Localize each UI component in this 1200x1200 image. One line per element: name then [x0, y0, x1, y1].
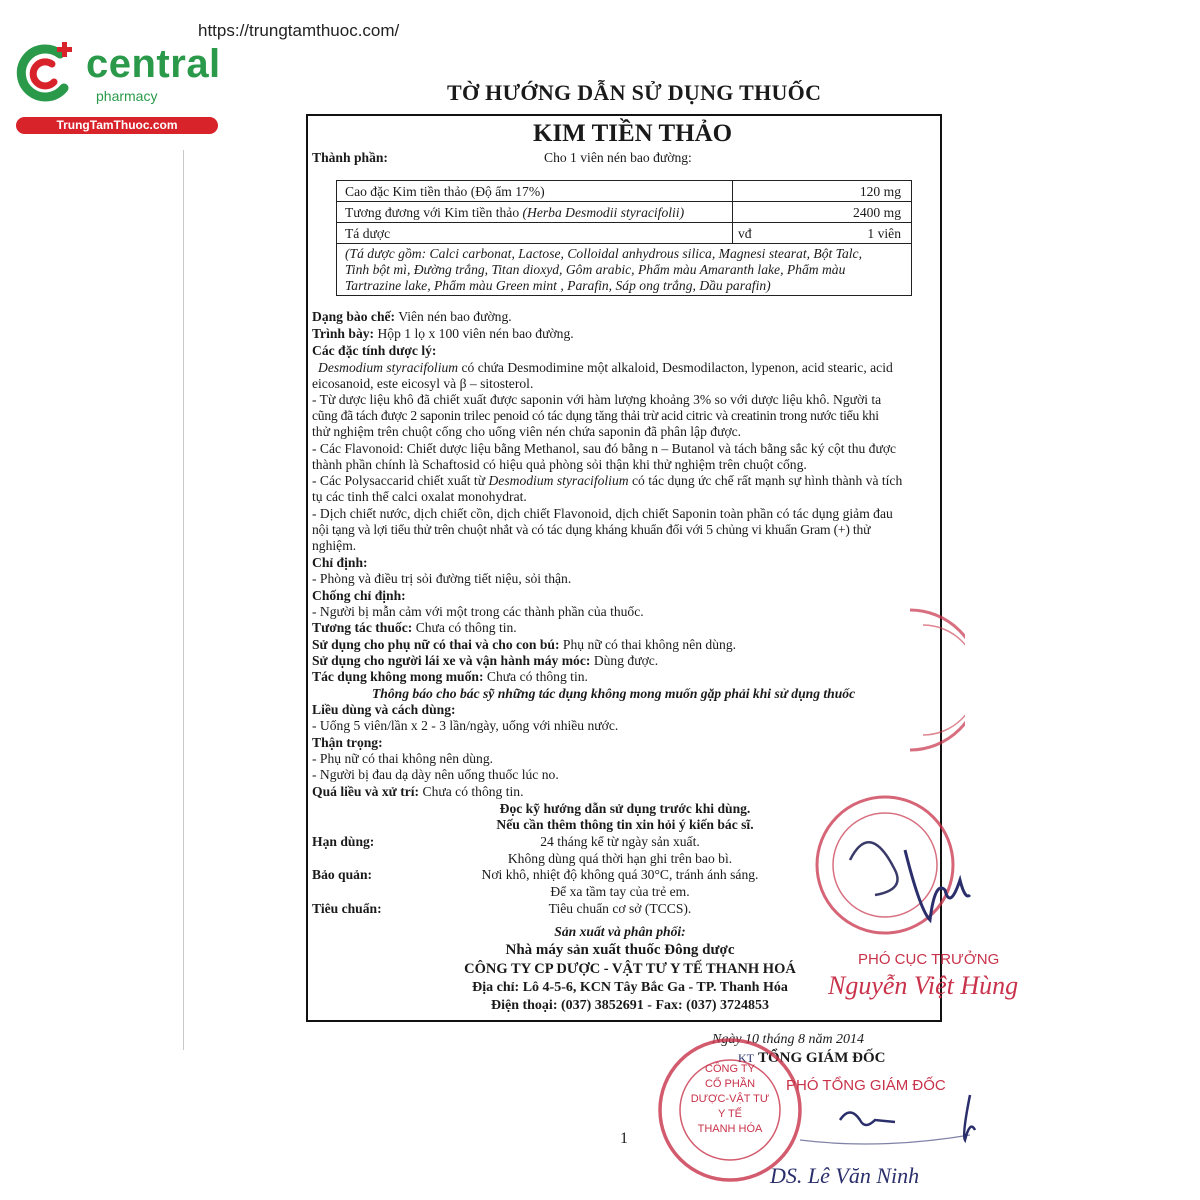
approver-name: Nguyễn Việt Hùng — [828, 971, 1019, 1000]
pharmacology-line: nội tạng và lợi tiểu thử trên chuột nhắt và có tác dụng kháng khuẩn đối với 5 chủng vi khuẩn Gram (+) thử — [312, 522, 871, 537]
precautions-item: - Người bị đau dạ dày nên uống thuốc lúc no. — [312, 767, 559, 782]
shelf-life-label: Hạn dùng: — [312, 834, 375, 849]
manufacturer-address: Địa chỉ: Lô 4-5-6, KCN Tây Bắc Ga - TP. Thanh Hóa — [472, 980, 788, 995]
pharmacology-label: Các đặc tính dược lý: — [312, 343, 437, 358]
pharmacology-line: - Dịch chiết nước, dịch chiết cồn, dịch chiết Flavonoid, dịch chiết Saponin toàn phần có tác dụng giảm đau — [312, 506, 893, 521]
shelf-life-line: Không dùng quá thời hạn ghi trên bao bì. — [507, 851, 733, 866]
director-title: TỔNG GIÁM ĐỐC — [758, 1050, 886, 1066]
manufacturer-phone: Điện thoại: (037) 3852691 - Fax: (037) 3724853 — [490, 998, 770, 1013]
dosage-form: Dạng bào chế: Viên nén bao đường. — [312, 309, 512, 324]
signing-date: Ngày 10 tháng 8 năm 2014 — [712, 1032, 865, 1047]
composition-label: Thành phần: — [312, 150, 388, 165]
source-url[interactable]: https://trungtamthuoc.com/ — [198, 21, 400, 40]
pharmacology-line: - Các Polysaccarid chiết xuất từ Desmodium styracifolium có tác dụng ức chế rất mạnh sự hình thành và tích — [312, 473, 903, 488]
indications-label: Chỉ định: — [312, 555, 368, 570]
central-pharmacy-logo[interactable] — [10, 38, 221, 138]
logo-c-icon — [10, 38, 80, 108]
ingredient-2-amount: 2400 mg — [853, 205, 901, 220]
pharmacology-line: thử nghiệm trên chuột cống cho uống viên nén chứa saponin đã phân lập được. — [312, 424, 742, 439]
composition-per-unit: Cho 1 viên nén bao đường: — [544, 150, 692, 165]
composition-table — [336, 180, 912, 296]
ingredient-3-qs: vđ — [738, 226, 752, 241]
precautions-item: - Phụ nữ có thai không nên dùng. — [312, 751, 494, 766]
driving: Sử dụng cho người lái xe và vận hành máy móc: Dùng được. — [312, 653, 659, 668]
edge-stamp-icon — [905, 600, 965, 760]
scan-edge-line — [183, 150, 184, 1050]
deputy-title: PHÓ TỔNG GIÁM ĐỐC — [786, 1077, 946, 1094]
drug-name: KIM TIỀN THẢO — [533, 120, 733, 147]
ingredient-3-name: Tá dược — [345, 226, 391, 241]
pharmacology-line: thành phần chính là Schaftosid có hiệu quả phòng sỏi thận khi thử nghiệm trên chuột cống. — [312, 457, 807, 472]
pharmacology-line: eicosanoid, este eicosyl và β – sitosterol. — [312, 376, 534, 391]
overdose: Quá liều và xử trí: Chưa có thông tin. — [312, 784, 524, 799]
kt-mark: KT — [738, 1051, 754, 1065]
page-number: 1 — [620, 1130, 628, 1147]
ingredient-3-amount: 1 viên — [867, 226, 901, 241]
contraindications-item: - Người bị mẫn cảm với một trong các thành phần của thuốc. — [312, 604, 644, 619]
excipients-line: Tartrazine lake, Phẩm màu Green mint , Parafin, Sáp ong trắng, Dầu parafin) — [345, 278, 771, 293]
ingredient-1-name: Cao đặc Kim tiền thảo (Độ ẩm 17%) — [345, 184, 545, 199]
approver-title: PHÓ CỤC TRƯỞNG — [858, 951, 1000, 968]
pregnancy: Sử dụng cho phụ nữ có thai và cho con bú: Phụ nữ có thai không nên dùng. — [312, 637, 737, 652]
signer-name: DS. Lê Văn Ninh — [770, 1163, 920, 1188]
ingredient-1-amount: 120 mg — [859, 184, 901, 199]
pharmacology-line: - Các Flavonoid: Chiết dược liệu bằng Methanol, sau đó bằng n – Butanol và tách bằng sắc ký cột thu được — [312, 441, 897, 456]
pharmacology-line: nghiệm. — [312, 538, 357, 553]
logo-subtitle: pharmacy — [96, 88, 158, 104]
ingredient-2-name: Tương đương với Kim tiền thảo (Herba Desmodii styracifolii) — [345, 205, 685, 220]
manufacturer-heading: Sản xuất và phân phối: — [554, 924, 686, 939]
standard-value: Tiêu chuẩn cơ sở (TCCS). — [548, 901, 692, 916]
interactions: Tương tác thuốc: Chưa có thông tin. — [312, 620, 517, 635]
contraindications-label: Chống chỉ định: — [312, 588, 406, 603]
pharmacology-line: tụ các tinh thể calci oxalat monohydrat. — [312, 489, 527, 504]
pharmacology-line: cũng đã tách được 2 saponin trilec penoid có tác dụng tăng thải trừ acid citric và creatinin trong nước tiểu khi — [312, 408, 879, 423]
dosage-label: Liều dùng và cách dùng: — [312, 702, 456, 717]
signer-signature-icon — [780, 1090, 990, 1170]
side-effects-notice: Thông báo cho bác sỹ những tác dụng không mong muốn gặp phải khi sử dụng thuốc — [372, 686, 856, 701]
dosage-item: - Uống 5 viên/lần x 2 - 3 lần/ngày, uống với nhiều nước. — [312, 718, 619, 733]
logo-word: central — [86, 42, 221, 86]
table-divider — [732, 181, 733, 243]
approver-signature-icon — [895, 830, 975, 940]
manufacturer-factory: Nhà máy sản xuất thuốc Đông dược — [505, 942, 735, 958]
excipients-line: (Tá dược gồm: Calci carbonat, Lactose, Colloidal anhydrous silica, Magnesi stearat, Bột Talc, — [345, 246, 862, 261]
standard-label: Tiêu chuẩn: — [312, 901, 382, 916]
advice-line: Đọc kỹ hướng dẫn sử dụng trước khi dùng. — [499, 801, 751, 816]
indications-item: - Phòng và điều trị sỏi đường tiết niệu, sỏi thận. — [312, 571, 572, 586]
document-title: TỜ HƯỚNG DẪN SỬ DỤNG THUỐC — [447, 80, 822, 105]
presentation: Trình bày: Hộp 1 lọ x 100 viên nén bao đường. — [312, 326, 574, 341]
manufacturer-company: CÔNG TY CP DƯỢC - VẬT TƯ Y TẾ THANH HOÁ — [464, 961, 796, 977]
shelf-life-line: 24 tháng kể từ ngày sản xuất. — [540, 834, 700, 849]
company-stamp-text: CÔNG TY CỔ PHẦN DƯỢC-VẬT TƯ Y TẾ THANH HÓA — [690, 1063, 770, 1135]
side-effects: Tác dụng không mong muốn: Chưa có thông tin. — [312, 669, 588, 684]
pharmacology-line: - Từ dược liệu khô đã chiết xuất được saponin với hàm lượng khoảng 3% so với dược liệu khô. Người ta — [312, 392, 882, 407]
precautions-label: Thận trọng: — [312, 735, 383, 750]
storage-line: Để xa tầm tay của trẻ em. — [550, 884, 690, 899]
logo-banner: TrungTamThuoc.com — [16, 117, 218, 134]
advice-line: Nếu cần thêm thông tin xin hỏi ý kiến bác sĩ. — [496, 817, 754, 832]
storage-line: Nơi khô, nhiệt độ không quá 30°C, tránh ánh sáng. — [481, 867, 759, 882]
pharmacology-line: Desmodium styracifolium có chứa Desmodimine một alkaloid, Desmodilacton, lypenon, acid stearic, acid — [318, 360, 893, 375]
excipients-line: Tinh bột mì, Đường trắng, Titan dioxyd, Gôm arabic, Phẩm màu Amaranth lake, Phẩm màu — [345, 262, 846, 277]
storage-label: Bảo quản: — [312, 867, 373, 882]
